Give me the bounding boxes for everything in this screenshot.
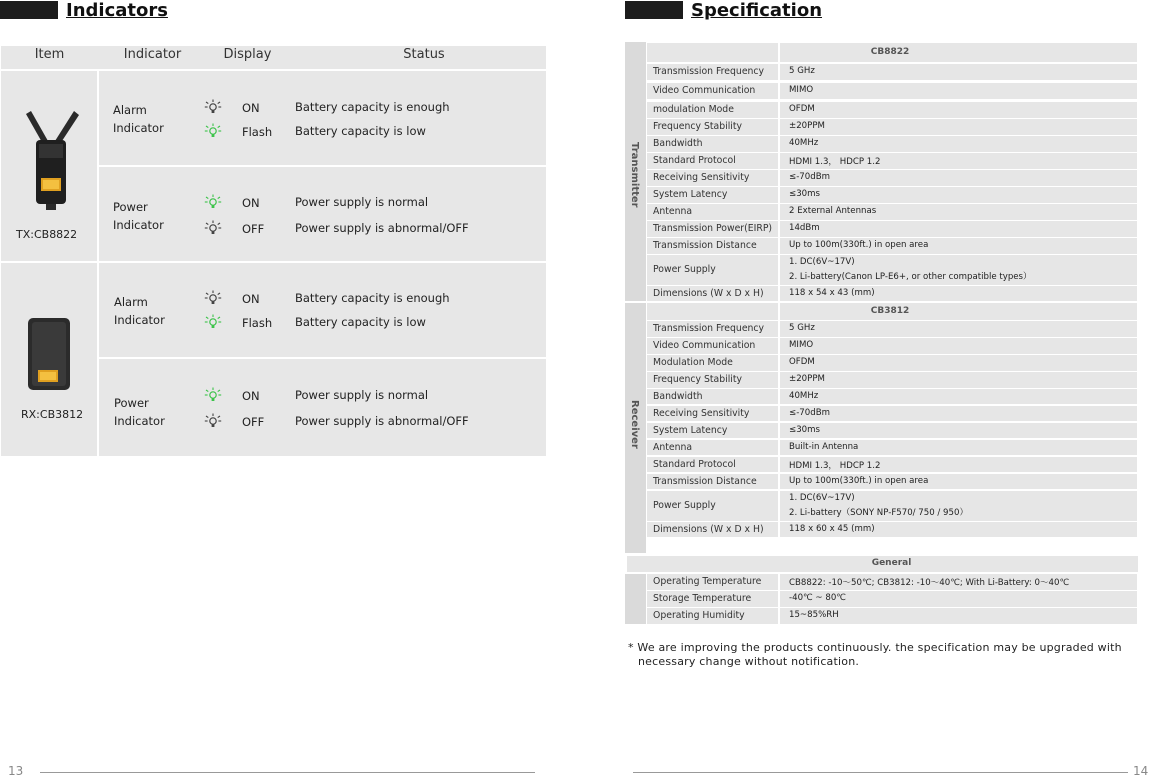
spec-value: Up to 100m(330ft.) in open area [789,476,929,486]
spec-row-divider [778,321,780,337]
receiver-side-label: Receiver [629,400,640,449]
spec-row [647,102,1137,118]
spec-name: System Latency [653,425,728,436]
spec-value: ≤-70dBm [789,408,830,418]
spec-value: ≤30ms [789,189,820,199]
spec-row [647,286,1137,301]
transmitter-model: CB8822 [870,47,910,57]
spec-name: Power Supply [653,264,716,275]
spec-row [647,321,1137,337]
spec-name: Transmission Distance [653,476,757,487]
display-state: ON [242,389,260,403]
spec-value: 5 GHz [789,66,815,76]
spec-row [647,238,1137,254]
spec-value: MIMO [789,85,814,95]
heading-bar-right [625,1,683,19]
col-header-display: Display [223,47,272,62]
spec-row [647,187,1137,203]
spec-name: Bandwidth [653,391,703,402]
spec-value-line2: 2. Li-battery(Canon LP-E6+, or other compatible types） [789,272,1032,282]
spec-row [647,153,1137,169]
indicator-name-line1: Power [113,200,148,214]
spec-row [647,204,1137,220]
spec-value: 2 External Antennas [789,206,877,216]
tx-device-image [16,108,86,213]
spec-name: Standard Protocol [653,155,736,166]
status-text: Power supply is normal [295,388,429,402]
light-bulb-icon [204,413,222,429]
indicator-name-line2: Indicator [113,121,164,135]
spec-row [647,389,1137,404]
col-header-status: Status [403,47,445,62]
spec-name: Antenna [653,206,693,217]
indicator-name-line1: Power [114,396,149,410]
page-number-right: 14 [1133,764,1149,778]
spec-value: 15~85%RH [789,610,839,620]
spec-name: Video Communication [653,85,756,96]
rx-model-label: RX:CB3812 [21,408,84,421]
spec-row-divider [778,389,780,404]
spec-row [647,355,1137,371]
footnote-line1: * We are improving the products continuously. the specification may be upgraded with [628,641,1122,654]
spec-row-divider [778,608,780,624]
spec-value: MIMO [789,340,814,350]
spec-value: Up to 100m(330ft.) in open area [789,240,929,250]
status-text: Power supply is abnormal/OFF [295,221,469,235]
spec-row [647,170,1137,186]
display-state: Flash [242,316,273,330]
spec-row-divider [778,474,780,489]
spec-value: 40MHz [789,391,819,401]
spec-row-divider [778,591,780,607]
spec-name: Transmission Distance [653,240,757,251]
spec-row [647,255,1137,285]
spec-row-divider [778,406,780,421]
spec-value: 1. DC(6V~17V) [789,257,855,267]
spec-row [647,423,1137,438]
light-bulb-icon [204,387,222,403]
spec-name: Power Supply [653,500,716,511]
spec-name: System Latency [653,189,728,200]
spec-row [647,574,1137,590]
spec-row [647,440,1137,455]
spec-row-divider [778,238,780,254]
spec-value: 14dBm [789,223,820,233]
status-text: Battery capacity is low [295,315,426,329]
spec-row-divider [778,153,780,169]
spec-value: ±20PPM [789,374,825,384]
page-number-left: 13 [8,764,24,778]
spec-value: ≤-70dBm [789,172,830,182]
col-header-indicator: Indicator [123,47,182,62]
indicator-name-line2: Indicator [114,414,165,428]
status-text: Battery capacity is low [295,124,426,138]
indicator-name-rx-alarm [114,293,165,329]
spec-value: 5 GHz [789,323,815,333]
spec-value: OFDM [789,357,815,367]
spec-row-divider [778,102,780,118]
spec-name: Transmission Power(EIRP) [653,223,773,234]
spec-name: Receiving Sensitivity [653,172,750,183]
rx-device-image [26,316,72,392]
block-tx-power [99,167,546,261]
spec-name: Frequency Stability [653,121,743,132]
indicator-name-rx-power [114,394,165,430]
status-text: Power supply is normal [295,195,429,209]
block-tx-alarm [99,71,546,165]
general-title: General [871,558,912,568]
spec-row-divider [778,255,780,285]
transmitter-side-label: Transmitter [629,142,640,208]
page-title-indicators: Indicators [66,0,168,21]
status-text: Battery capacity is enough [295,100,450,114]
spec-row-divider [778,64,780,80]
spec-name: Operating Humidity [653,610,745,621]
spec-name: Dimensions (W x D x H) [653,288,764,299]
indicator-name-line1: Alarm [114,295,148,309]
spec-row-divider [778,83,780,99]
spec-row-divider [778,119,780,135]
spec-value: -40℃ ~ 80℃ [789,593,846,603]
display-state: OFF [242,415,265,429]
spec-row-divider [778,136,780,152]
spec-row-divider [778,170,780,186]
display-state: ON [242,292,260,306]
page-title-specification: Specification [691,0,823,21]
light-bulb-icon [204,99,222,115]
spec-row [647,474,1137,489]
spec-value: CB8822: -10～50℃; CB3812: -10～40℃; With Li-Battery: 0～40℃ [789,578,1070,588]
light-bulb-icon [204,290,222,306]
spec-row [647,221,1137,237]
spec-value: OFDM [789,104,815,114]
spec-row-divider [778,457,780,472]
spec-name: Bandwidth [653,138,703,149]
tx-model-label: TX:CB8822 [16,228,78,241]
spec-value: 118 x 60 x 45 (mm) [789,524,875,534]
spec-row [647,406,1137,421]
light-bulb-icon [204,220,222,236]
indicator-name-line1: Alarm [113,103,147,117]
spec-row [647,83,1137,99]
display-state: OFF [242,222,265,236]
spec-name: Modulation Mode [653,357,733,368]
spec-value: 1. DC(6V~17V) [789,493,855,503]
spec-row-divider [778,522,780,537]
spec-value: HDMI 1.3， HDCP 1.2 [789,157,881,167]
spec-row-divider [778,423,780,438]
spec-row-divider [778,338,780,354]
spec-row-divider [778,574,780,590]
spec-value: 40MHz [789,138,819,148]
spec-name: Transmission Frequency [653,66,765,77]
spec-value-line2: 2. Li-battery（SONY NP-F570/ 750 / 950） [789,508,969,518]
display-state: ON [242,196,260,210]
col-header-item: Item [34,47,65,62]
block-rx-alarm [99,263,546,357]
display-state: Flash [242,125,273,139]
spec-row-divider [778,286,780,301]
spec-value: HDMI 1.3， HDCP 1.2 [789,461,881,471]
indicator-name-tx-alarm [113,101,164,137]
spec-row [647,491,1137,521]
spec-value: ±20PPM [789,121,825,131]
spec-row-divider [778,491,780,521]
footnote-line2: necessary change without notification. [638,655,860,668]
spec-name: Operating Temperature [653,576,762,587]
general-side-band [625,574,646,624]
spec-row-divider [778,355,780,371]
spec-row [647,119,1137,135]
indicator-name-line2: Indicator [113,218,164,232]
spec-value: Built-in Antenna [789,442,859,452]
spec-row-divider [778,204,780,220]
spec-row [647,457,1137,472]
indicator-name-line2: Indicator [114,313,165,327]
spec-row-divider [778,440,780,455]
spec-name: Frequency Stability [653,374,743,385]
spec-row [647,522,1137,537]
status-text: Battery capacity is enough [295,291,450,305]
spec-row-divider [778,221,780,237]
spec-value: 118 x 54 x 43 (mm) [789,288,875,298]
footer-rule-right [633,772,1128,773]
footer-rule-left [40,772,535,773]
indicator-name-tx-power [113,198,164,234]
spec-name: modulation Mode [653,104,734,115]
spec-row [647,372,1137,388]
spec-row [647,591,1137,607]
light-bulb-icon [204,194,222,210]
spec-name: Dimensions (W x D x H) [653,524,764,535]
light-bulb-icon [204,314,222,330]
spec-name: Antenna [653,442,693,453]
spec-row [647,608,1137,624]
spec-name: Receiving Sensitivity [653,408,750,419]
spec-name: Standard Protocol [653,459,736,470]
spec-row-divider [778,372,780,388]
spec-row [647,338,1137,354]
heading-bar-left [0,1,58,19]
receiver-model: CB3812 [870,306,910,316]
spec-row [647,136,1137,152]
spec-value: ≤30ms [789,425,820,435]
status-text: Power supply is abnormal/OFF [295,414,469,428]
light-bulb-icon [204,123,222,139]
spec-name: Storage Temperature [653,593,752,604]
spec-name: Video Communication [653,340,756,351]
display-state: ON [242,101,260,115]
spec-row [647,64,1137,80]
spec-row-divider [778,187,780,203]
block-rx-power [99,359,546,456]
spec-name: Transmission Frequency [653,323,765,334]
